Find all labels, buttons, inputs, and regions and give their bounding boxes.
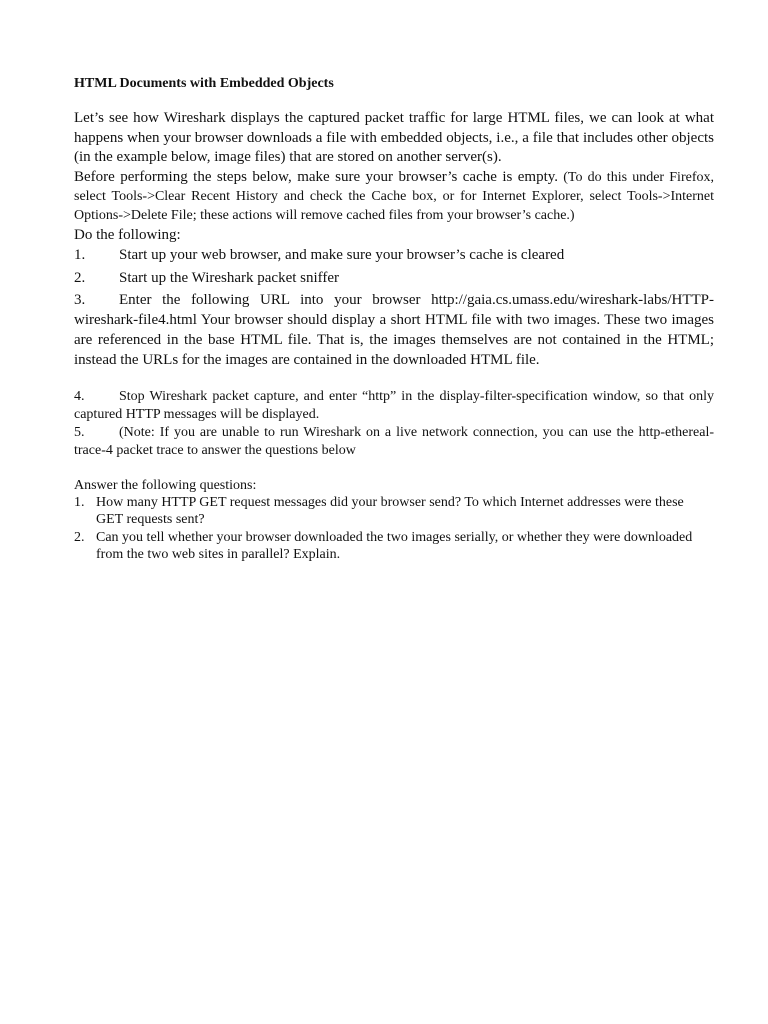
step-text: Stop Wireshark packet capture, and enter “http” in the display-filter-specification window, so that only captured HTTP messages will be displayed.: [74, 389, 714, 422]
step-number: 3.: [74, 292, 86, 308]
step-number: 2.: [74, 270, 86, 286]
questions-label: Answer the following questions:: [74, 478, 257, 493]
step-item: [74, 245, 714, 265]
question-item: [74, 529, 714, 563]
question-item: [74, 494, 714, 528]
step-item: [74, 290, 714, 370]
cache-instructions: [74, 168, 714, 225]
step-text: (Note: If you are unable to run Wireshark on a live network connection, you can use the http-ethereal-trace-4 packet trace to answer the questions below: [74, 425, 714, 458]
step-item: [74, 424, 714, 459]
do-following-label: Do the following:: [74, 227, 181, 243]
step-text: Start up your web browser, and make sure your browser’s cache is cleared: [119, 247, 565, 263]
section-heading: HTML Documents with Embedded Objects: [74, 76, 334, 91]
question-text: How many HTTP GET request messages did your browser send? To which Internet addresses were these GET requests sent?: [96, 495, 684, 527]
step-item: [74, 388, 714, 423]
step-text: Start up the Wireshark packet sniffer: [119, 270, 340, 286]
step-number: 5.: [74, 425, 85, 440]
step-text: Enter the following URL into your browser http://gaia.cs.umass.edu/wireshark-labs/HTTP-wireshark-file4.html Your browser should display a short HTML file with two images. These two images are referenced in the base HTML file. That is, the images themselves are not contained in the HTML; instead the URLs for the images are contained in the downloaded HTML file.: [74, 292, 714, 368]
questions-list: [74, 494, 714, 564]
step-item: [74, 268, 714, 288]
step-number: 4.: [74, 389, 85, 404]
cache-instructions-lead: Before performing the steps below, make sure your browser’s cache is empty.: [74, 169, 559, 185]
question-text: Can you tell whether your browser downloaded the two images serially, or whether they were downloaded from the two web sites in parallel? Explain.: [96, 530, 693, 562]
step-number: 1.: [74, 247, 86, 263]
question-number: 2.: [74, 530, 85, 545]
cache-instructions-detail: (To do this under Firefox, select Tools->Clear Recent History and check the Cache box, or for Internet Explorer, select Tools->Internet Options->Delete File; these actions will remove cached files from your browser’s cache.): [74, 170, 714, 223]
question-number: 1.: [74, 495, 85, 510]
intro-paragraph: Let’s see how Wireshark displays the captured packet traffic for large HTML files, we can look at what happens when your browser downloads a file with embedded objects, i.e., a file that includes other objects (in the example below, image files) that are stored on another server(s).: [74, 110, 714, 165]
